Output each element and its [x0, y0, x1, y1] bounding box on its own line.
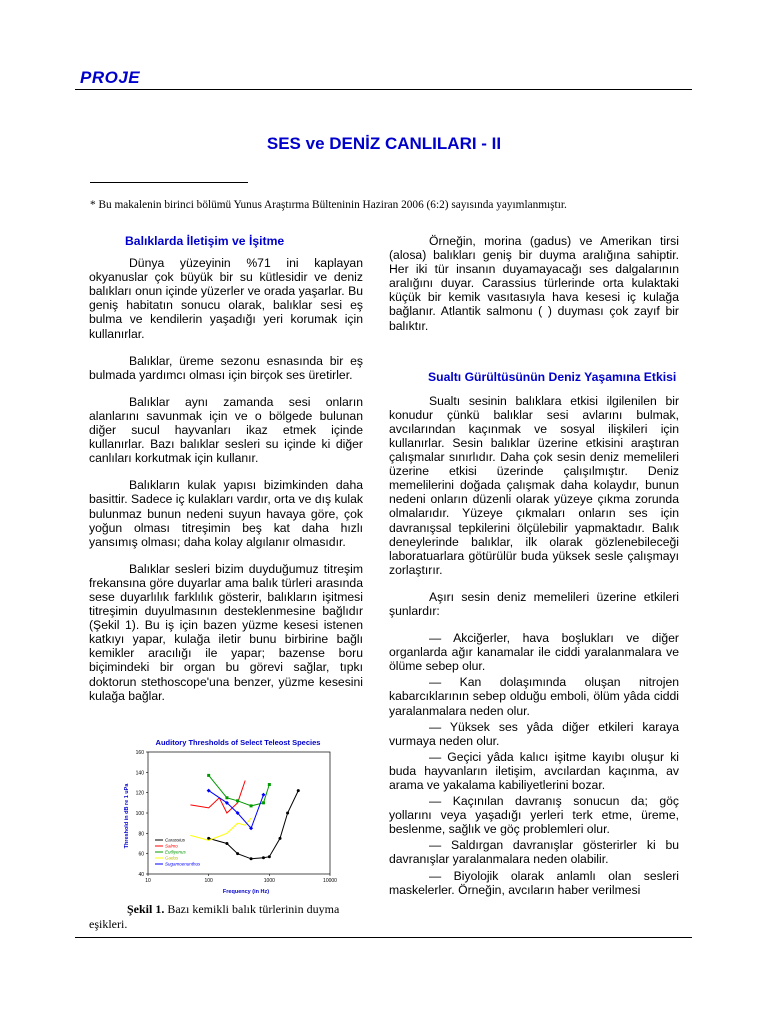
header-rule — [75, 89, 692, 90]
hearing-threshold-chart — [118, 736, 340, 896]
paragraph: Balıklar sesleri bizim duyduğumuz titreşim frekansına göre duyarlar ama balık türleri arasında sese duyarlılık farklılık gösterir, balıkların işitmesi titreşimin duyulmasının desteklenmesine bağlıdır (Şekil 1). Bu iş için bazen yüzme kesesi istenen katkıyı yapar, kulağa iletir bunu birbirine bağlı kemikler aracılığı ile yapar; bazense boru biçimindeki bir organ bu görevi sağlar, tıpkı doktorun stethoscope'una benzer, yüzme kesesini kulağa bağlar. — [89, 561, 363, 703]
y-axis-label: Threshold in dB re 1 uPa — [124, 783, 130, 849]
y-tick-label: 100 — [135, 811, 144, 817]
list-item: — Akciğerler, hava boşlukları ve diğer organlarda ağır kanamalar ile ciddi yaralanmalara ve ölüme sebep olur. — [389, 631, 679, 674]
left-column — [89, 234, 363, 716]
paragraph: Balıkların kulak yapısı bizimkinden daha basittir. Sadece iç kulakları vardır, orta ve dış kulak bulunmaz bunun nedeni suyun havaya göre, çok yoğun olması titreşimin beş kat daha hızlı yansımış olması; daha kolay algılanır olmasıdır. — [89, 478, 363, 549]
x-axis-label: Frequency (in Hz) — [222, 889, 270, 895]
data-point — [268, 855, 271, 858]
series-line — [190, 818, 251, 840]
data-point — [207, 774, 210, 777]
paragraph: Dünya yüzeyinin %71 ini kaplayan okyanuslar çok büyük bir su kütlesidir ve deniz balıkları onun içinde yüzerler ve orada yaşarlar. Bu geniş habitatın sonucu olarak, balıklar sesi eş bulma ve kendilerin yaşadığı yeri korumak için kullanırlar. — [89, 256, 363, 341]
legend-label: Eutliyenus — [165, 849, 186, 855]
y-tick-label: 140 — [135, 770, 144, 777]
list-item: — Saldırgan davranışlar gösterirler ki bu davranışlar yaralanmalara neden olabilir. — [389, 838, 679, 867]
y-tick-label: 120 — [135, 790, 144, 797]
list-item: — Geçici yâda kalıcı işitme kayıbı oluşur ki buda hayvanların iletişim, avcılardan kaçınma, av arama ve yakalama kabiliyetlerini bozar. — [389, 749, 679, 792]
paragraph: Sualtı sesinin balıklara etkisi ilgilenilen bir konudur çünkü balıklar sesi avlarını bulmak, avcılarından kaçınmak ve sosyal ilişkileri için kullanırlar. Sesin balıklar üzerine etkisini araştıran çalışmalar sınırlıdır. Daha çok sesin deniz memelileri üzerine etkisi üzerinde çalışılmıştır. Deniz memelilerini doğada çalışmak daha kolaydır, bunun nedeni onların düzenli olarak yüzeye çıkma zorunda olmalarıdır. Yüzeye çıkmaları onların ses için davranışsal tepkilerini ölçülebilir yapmaktadır. Balık deneylerinde balıklar, ilk olarak gözlenebileceği laboratuarlara götürülür buda yüksek sesle çalışmayı zorlaştırır. — [389, 393, 679, 577]
chart-svg — [118, 736, 340, 896]
data-point — [262, 856, 265, 859]
legend-label: Salmo — [165, 843, 178, 849]
y-tick-label: 60 — [138, 851, 144, 858]
legend-label: Gadus — [165, 855, 179, 861]
footnote: * Bu makalenin birinci bölümü Yunus Araştırma Bülteninin Haziran 2006 (6:2) sayısında yayımlanmıştır. — [90, 199, 567, 211]
data-point — [262, 801, 265, 804]
list-item: — Biyolojik olarak anlamlı olan sesleri maskelerler. Örneğin, avcıların haber verilmesi — [389, 868, 679, 897]
list-item: — Kaçınılan davranış sonucun da; göç yollarını veya yaşadığı yerleri terk etme, üreme, beslenme, sağlık ve göç problemleri olur. — [389, 794, 679, 837]
caption-label: Şekil 1. — [127, 902, 165, 916]
data-point — [297, 789, 300, 792]
data-point — [236, 852, 239, 855]
paragraph: Aşırı sesin deniz memelileri üzerine etkileri şunlardır: — [389, 589, 679, 618]
figure-caption — [89, 902, 365, 932]
data-point — [250, 804, 253, 807]
y-tick-label: 80 — [138, 831, 144, 838]
legend-label: Sugamoenunthus — [165, 861, 201, 867]
x-tick-label: 10000 — [323, 878, 337, 884]
x-tick-label: 100 — [204, 878, 213, 884]
section-heading: Balıklarda İletişim ve İşitme — [125, 234, 285, 248]
x-tick-label: 10 — [145, 878, 151, 884]
y-tick-label: 40 — [138, 872, 144, 878]
series-line — [209, 791, 299, 859]
section-label: PROJE — [80, 68, 141, 87]
caption-text: Bazı kemikli balık türlerinin duyma eşikleri. — [89, 902, 340, 931]
page-title: SES ve DENİZ CANLILARI - II — [266, 134, 502, 153]
list-item: — Kan dolaşımında oluşan nitrojen kabarcıklarının sebep olduğu emboli, ölüm yâda ciddi yaralanmalara neden olur. — [389, 675, 679, 718]
data-point — [261, 793, 265, 797]
chart-title: Auditory Thresholds of Select Teleost Species — [155, 738, 321, 747]
right-column — [389, 234, 679, 899]
data-point — [250, 857, 253, 860]
x-tick-label: 1000 — [263, 878, 275, 884]
data-point — [225, 796, 228, 799]
footnote-rule — [90, 182, 248, 183]
list-item: — Yüksek ses yâda diğer etkileri karaya vurmaya neden olur. — [389, 719, 679, 748]
data-point — [225, 842, 228, 845]
y-tick-label: 160 — [135, 750, 144, 756]
paragraph: Balıklar aynı zamanda sesi onların alanlarını savunmak için ve o bölgede bulunan diğer sucul hayvanları ikaz etmek içinde kullanırlar. Bazı balıklar sesleri su içinde ki diğer canlıları korkutmak için kullanır. — [89, 394, 363, 466]
footer-rule — [75, 937, 692, 938]
paragraph: Balıklar, üreme sezonu esnasında bir eş bulmada yardımcı olması için birçok ses üretirler. — [89, 353, 363, 382]
data-point — [286, 812, 289, 815]
series-line — [209, 791, 264, 829]
section-heading: Sualtı Gürültüsünün Deniz Yaşamına Etkisi — [428, 369, 677, 384]
data-point — [236, 799, 239, 802]
paragraph: Örneğin, morina (gadus) ve Amerikan tirsi (alosa) balıkları geniş bir duyma aralığına sahiptir. Her iki tür insanın duyamayacağı ses dalgalarının aralığını duyar. Carassius türlerinde orta kulaktaki küçük bir kemik vasıtasıyla hava kesesi iç kulağa bağlanır. Atlantik salmonu ( ) duyması çok zayıf bir balıktır. — [389, 234, 679, 333]
data-point — [268, 783, 271, 786]
legend-label: Carassius — [165, 837, 186, 843]
data-point — [279, 837, 282, 840]
data-point — [207, 837, 210, 840]
